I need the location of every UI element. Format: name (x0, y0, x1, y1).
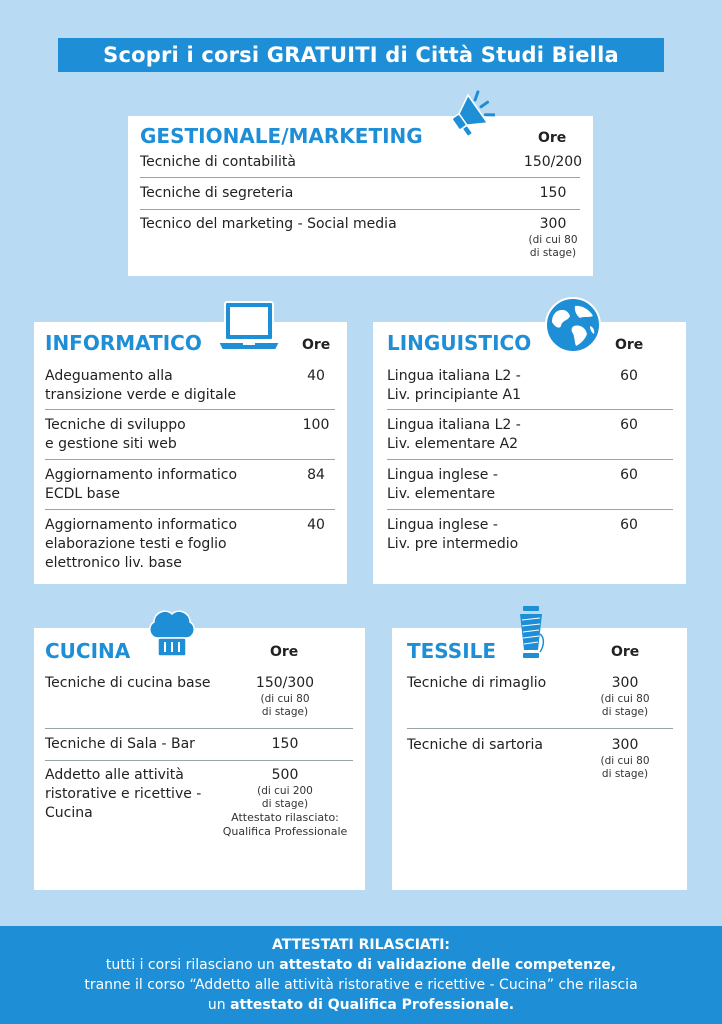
course-name: Tecniche di sartoria (407, 737, 544, 753)
footer-line-1: tutti i corsi rilasciano un attestato di validazione delle competenze, (105, 957, 617, 973)
divider (387, 509, 673, 510)
course-name: Lingua italiana L2 - Liv. elementare A2 (387, 417, 521, 452)
divider (45, 409, 335, 410)
hours-header: Ore (615, 337, 644, 353)
divider (407, 728, 673, 729)
course-hours: 500 (di cui 200 di stage) Attestato rilasciato: Qualifica Professionale (222, 767, 348, 838)
divider (140, 209, 580, 210)
course-name: Aggiornamento informatico elaborazione testi e foglio elettronico liv. base (45, 517, 238, 571)
footer-attestati (0, 926, 722, 1024)
section-title: TESSILE (407, 639, 497, 663)
course-name: Tecniche di contabilità (140, 154, 296, 170)
course-name: Lingua inglese - Liv. pre intermedio (387, 517, 519, 552)
course-name: Tecniche di segreteria (140, 185, 294, 201)
divider (45, 760, 353, 761)
course-name: Aggiornamento informatico ECDL base (45, 467, 238, 502)
course-name: Tecnico del marketing - Social media (140, 216, 397, 232)
course-name: Tecniche di sviluppo e gestione siti web (45, 417, 186, 452)
footer-title: ATTESTATI RILASCIATI: (271, 937, 451, 953)
card-linguistico (373, 322, 686, 584)
hours-header: Ore (270, 644, 299, 660)
course-hours: 150 (539, 185, 567, 201)
page-title: Scopri i corsi GRATUITI di Città Studi Biella (58, 38, 664, 72)
hours-header: Ore (611, 644, 640, 660)
course-name: Lingua inglese - Liv. elementare (387, 467, 498, 502)
globe-icon (544, 296, 602, 354)
section-title: GESTIONALE/MARKETING (140, 124, 423, 148)
course-name: Lingua italiana L2 - Liv. principiante A1 (387, 368, 522, 403)
course-hours: 60 (620, 467, 638, 483)
laptop-icon (216, 300, 282, 352)
course-hours: 60 (620, 368, 638, 384)
thread-spool-icon (516, 604, 546, 660)
course-hours: 60 (620, 517, 638, 533)
course-hours: 100 (302, 417, 330, 433)
course-name: Tecniche di rimaglio (407, 675, 547, 691)
section-title: LINGUISTICO (387, 331, 532, 355)
course-hours: 60 (620, 417, 638, 433)
course-hours: 150/300 (di cui 80 di stage) (255, 675, 315, 718)
card-cucina (34, 628, 365, 890)
card-gestionale-marketing (128, 116, 593, 276)
course-name: Tecniche di Sala - Bar (45, 736, 195, 752)
card-informatico (34, 322, 347, 584)
course-name: Addetto alle attività ristorative e ricettive - Cucina (45, 767, 202, 821)
course-hours: 300 (di cui 80 di stage) (600, 737, 650, 780)
megaphone-icon (443, 88, 495, 140)
section-title: INFORMATICO (45, 331, 202, 355)
hours-header: Ore (538, 130, 567, 146)
footer-line-3: un attestato di Qualifica Professionale. (207, 997, 515, 1013)
section-title: CUCINA (45, 639, 131, 663)
divider (45, 509, 335, 510)
divider (45, 459, 335, 460)
course-hours: 300 (di cui 80 di stage) (528, 216, 578, 259)
course-name: Tecniche di cucina base (45, 675, 211, 691)
course-hours: 300 (di cui 80 di stage) (600, 675, 650, 718)
divider (387, 409, 673, 410)
footer-line-2: tranne il corso “Addetto alle attività ristorative e ricettive - Cucina” che rilascia (84, 977, 638, 993)
course-hours: 84 (307, 467, 325, 483)
course-hours: 40 (307, 517, 325, 533)
course-hours: 150 (271, 736, 299, 752)
course-hours: 150/200 (523, 154, 583, 170)
divider (387, 459, 673, 460)
course-hours: 40 (307, 368, 325, 384)
divider (45, 728, 353, 729)
hours-header: Ore (302, 337, 331, 353)
divider (140, 177, 580, 178)
card-tessile (392, 628, 687, 890)
course-name: Adeguamento alla transizione verde e digitale (45, 368, 237, 403)
chef-hat-icon (146, 604, 198, 660)
